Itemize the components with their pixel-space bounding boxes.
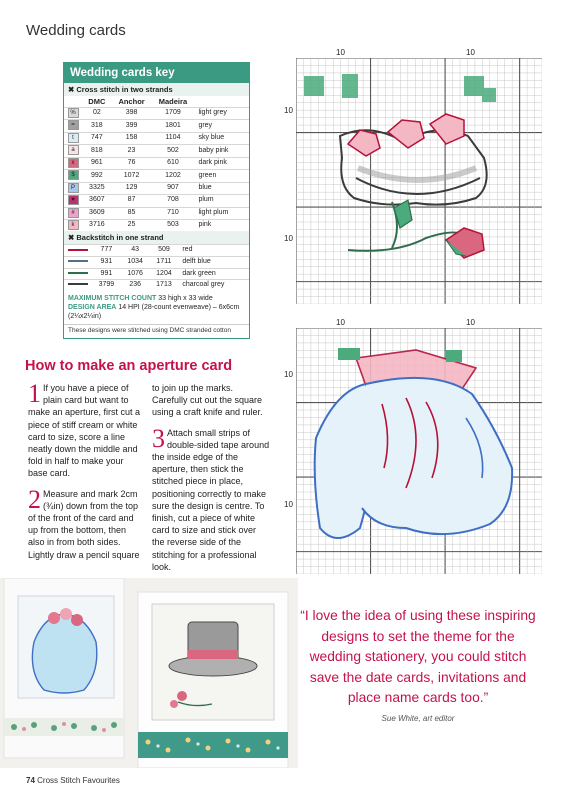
madeira-code: 502 <box>151 145 194 157</box>
madeira-code: 610 <box>151 157 194 169</box>
section-label: Wedding cards <box>26 22 126 39</box>
chart1-row-label-b: 10 <box>284 234 293 243</box>
key-row <box>64 145 249 157</box>
cards-photo <box>0 578 298 768</box>
step-3: 3 Attach small strips of double-sided tape around the inside edge of the aperture, then stick the stitched piece in place, positioning correctly to make sure the design is centre. To finish, cut a piece of white card to size and stick over the reverse side of the stitching for a professional look. <box>152 423 270 572</box>
chart1-col-label-b: 10 <box>466 48 475 57</box>
backstitch-row <box>64 256 249 268</box>
dmc-code: 3607 <box>82 195 112 207</box>
chart-veil <box>284 318 542 574</box>
key-notes: MAXIMUM STITCH COUNT 33 high x 33 wide DESIGN AREA 14 HPI (28-count evenweave) – 6x6cm (2¼x2¼in) <box>68 294 240 320</box>
colour-name: pink <box>194 219 249 231</box>
madeira-code: 509 <box>150 245 179 257</box>
colour-name: plum <box>194 195 249 207</box>
key-panel <box>63 62 250 339</box>
backstitch-line-swatch <box>68 272 88 274</box>
colour-name: baby pink <box>194 145 249 157</box>
article-title: How to make an aperture card <box>25 358 233 374</box>
colour-name: sky blue <box>194 132 249 144</box>
dmc-code: 992 <box>82 170 112 182</box>
backstitch-row <box>64 268 249 280</box>
anchor-code: 43 <box>121 245 150 257</box>
chart1-row-label-a: 10 <box>284 106 293 115</box>
backstitch-row <box>64 280 249 291</box>
dmc-code: 3609 <box>82 207 112 219</box>
madeira-code: 1104 <box>151 132 194 144</box>
dmc-code: 318 <box>82 120 112 132</box>
key-row <box>64 207 249 219</box>
chart2-row-label-b: 10 <box>284 500 293 509</box>
cross-stitch-heading: ✖ Cross stitch in two strands <box>64 83 249 96</box>
anchor-code: 25 <box>112 219 152 231</box>
key-row <box>64 157 249 169</box>
dmc-code: 931 <box>92 256 121 268</box>
key-footnote: These designs were stitched using DMC stranded cotton <box>64 324 249 338</box>
colour-name: blue <box>194 182 249 194</box>
madeira-code: 710 <box>151 207 194 219</box>
key-row <box>64 195 249 207</box>
dmc-code: 991 <box>92 268 121 280</box>
chart2-col-label-a: 10 <box>336 318 345 327</box>
key-row <box>64 170 249 182</box>
dmc-code: 747 <box>82 132 112 144</box>
anchor-code: 87 <box>112 195 152 207</box>
dmc-code: 777 <box>92 245 121 257</box>
anchor-code: 1076 <box>121 268 150 280</box>
madeira-code: 1713 <box>150 280 179 291</box>
colour-name: red <box>178 245 249 257</box>
col-madeira: Madeira <box>158 97 188 106</box>
col-anchor: Anchor <box>118 97 145 106</box>
key-title: Wedding cards key <box>64 63 249 83</box>
madeira-code: 1801 <box>151 120 194 132</box>
anchor-code: 236 <box>121 280 150 291</box>
dmc-code: 02 <box>82 108 112 120</box>
colour-name: grey <box>194 120 249 132</box>
page-footer <box>26 776 120 785</box>
key-row <box>64 219 249 231</box>
symbol-swatch: P <box>68 183 79 193</box>
symbol-swatch: $ <box>68 170 79 180</box>
symbol-swatch: a <box>68 145 79 155</box>
chart2-row-label-a: 10 <box>284 370 293 379</box>
key-row <box>64 108 249 120</box>
anchor-code: 129 <box>112 182 152 194</box>
madeira-code: 1711 <box>150 256 179 268</box>
dmc-code: 3325 <box>82 182 112 194</box>
anchor-code: 23 <box>112 145 152 157</box>
colour-name: green <box>194 170 249 182</box>
colour-name: dark pink <box>194 157 249 169</box>
cross-stitch-table <box>64 96 249 231</box>
symbol-swatch: k <box>68 220 79 230</box>
key-row <box>64 132 249 144</box>
anchor-code: 76 <box>112 157 152 169</box>
chart-hat <box>284 48 542 304</box>
madeira-code: 503 <box>151 219 194 231</box>
anchor-code: 1072 <box>112 170 152 182</box>
madeira-code: 708 <box>151 195 194 207</box>
backstitch-line-swatch <box>68 249 88 251</box>
anchor-code: 399 <box>112 120 152 132</box>
symbol-swatch: % <box>68 108 79 118</box>
symbol-swatch: ♥ <box>68 195 79 205</box>
madeira-code: 1202 <box>151 170 194 182</box>
madeira-code: 1204 <box>150 268 179 280</box>
step-2-cont: to join up the marks. Carefully cut out the square using a craft knife and ruler. <box>152 383 263 418</box>
symbol-swatch: t <box>68 133 79 143</box>
dmc-code: 3799 <box>92 280 121 291</box>
pull-quote: “I love the idea of using these inspiring designs to set the theme for the wedding stationery, you could stitch save the date cards, invitations and place name cards too.” <box>300 608 536 705</box>
magazine-name: Cross Stitch Favourites <box>37 776 120 785</box>
colour-name: light plum <box>194 207 249 219</box>
page-number: 74 <box>26 776 35 785</box>
symbol-swatch: = <box>68 120 79 130</box>
colour-name: charcoal grey <box>178 280 249 291</box>
backstitch-row <box>64 245 249 257</box>
col-dmc: DMC <box>88 97 106 106</box>
dmc-code: 961 <box>82 157 112 169</box>
step-2: 2 Measure and mark 2cm (¾in) down from the top of the front of the card and up from the bottom, then also in from both sides. Lightly draw a pencil square <box>28 484 140 560</box>
anchor-code: 85 <box>112 207 152 219</box>
key-row <box>64 182 249 194</box>
colour-name: light grey <box>194 108 249 120</box>
anchor-code: 1034 <box>121 256 150 268</box>
anchor-code: 398 <box>112 108 152 120</box>
chart1-col-label-a: 10 <box>336 48 345 57</box>
step-1: 1 If you have a piece of plain card but want to make an aperture, first cut a piece of stiff cream or white card to size, score a line neatly down the middle and fold in half to make your base card. <box>28 379 141 479</box>
symbol-swatch: x <box>68 158 79 168</box>
quote-attribution: Sue White, art editor <box>381 714 455 723</box>
dmc-code: 3716 <box>82 219 112 231</box>
colour-name: delft blue <box>178 256 249 268</box>
backstitch-line-swatch <box>68 283 88 285</box>
madeira-code: 907 <box>151 182 194 194</box>
backstitch-heading: ✖ Backstitch in one strand <box>64 231 249 244</box>
dmc-code: 818 <box>82 145 112 157</box>
backstitch-table <box>64 244 249 290</box>
symbol-swatch: # <box>68 208 79 218</box>
key-row <box>64 120 249 132</box>
madeira-code: 1709 <box>151 108 194 120</box>
colour-name: dark green <box>178 268 249 280</box>
anchor-code: 158 <box>112 132 152 144</box>
backstitch-line-swatch <box>68 260 88 262</box>
chart2-col-label-b: 10 <box>466 318 475 327</box>
